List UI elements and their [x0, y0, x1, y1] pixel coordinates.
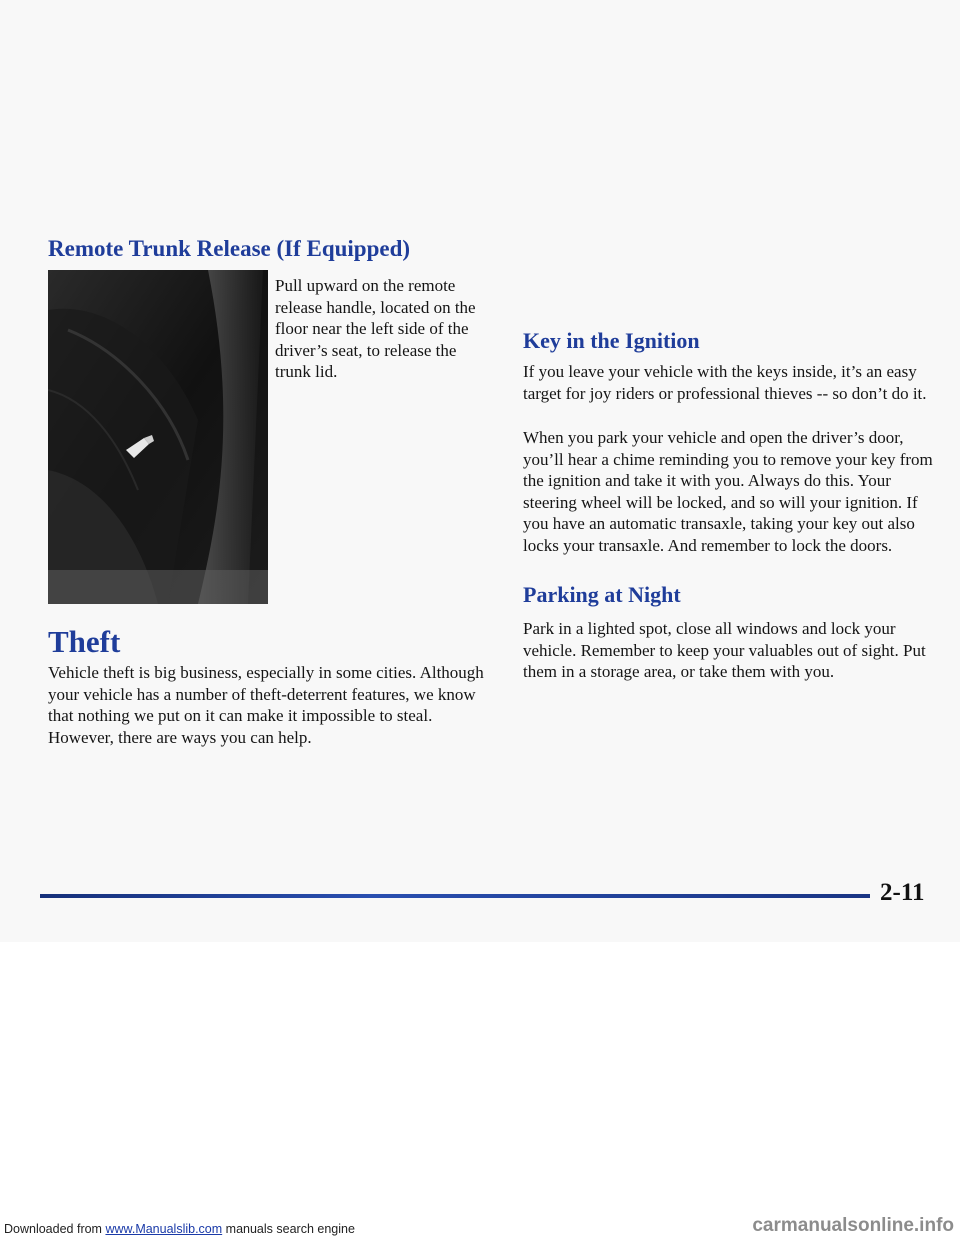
page-number: 2-11	[880, 879, 925, 906]
parking-night-heading: Parking at Night	[523, 582, 681, 607]
page-margin	[0, 942, 960, 1242]
footer-suffix: manuals search engine	[225, 1222, 355, 1236]
footer-prefix: Downloaded from	[4, 1222, 102, 1236]
manualslib-link[interactable]: www.Manualslib.com	[105, 1222, 223, 1236]
theft-text: Vehicle theft is big business, especially in some cities. Although your vehicle has a number of theft-deterrent features, we know that nothing we put on it can make it impossible to steal. However, there are ways you can help.	[48, 663, 484, 747]
watermark: carmanualsonline.info	[752, 1215, 954, 1236]
footer-rule	[40, 894, 870, 898]
theft-heading: Theft	[48, 624, 121, 659]
key-ignition-heading: Key in the Ignition	[523, 328, 700, 353]
remote-trunk-heading: Remote Trunk Release (If Equipped)	[48, 236, 411, 261]
trunk-release-photo	[48, 270, 268, 604]
download-footer	[4, 1222, 355, 1236]
key-ignition-text-1: If you leave your vehicle with the keys inside, it’s an easy target for joy riders or professional thieves -- so don’t do it.	[523, 362, 927, 403]
parking-night-text: Park in a lighted spot, close all windows and lock your vehicle. Remember to keep your valuables out of sight. Put them in a storage area, or take them with you.	[523, 619, 926, 681]
key-ignition-text-2: When you park your vehicle and open the driver’s door, you’ll hear a chime reminding you to remove your key from the ignition and take it with you. Always do this. Your steering wheel will be locked, and so will your ignition. If you have an automatic transaxle, taking your key out also locks your transaxle. And remember to lock the doors.	[523, 428, 933, 555]
remote-trunk-text: Pull upward on the remote release handle, located on the floor near the left side of the driver’s seat, to release the trunk lid.	[275, 276, 476, 381]
